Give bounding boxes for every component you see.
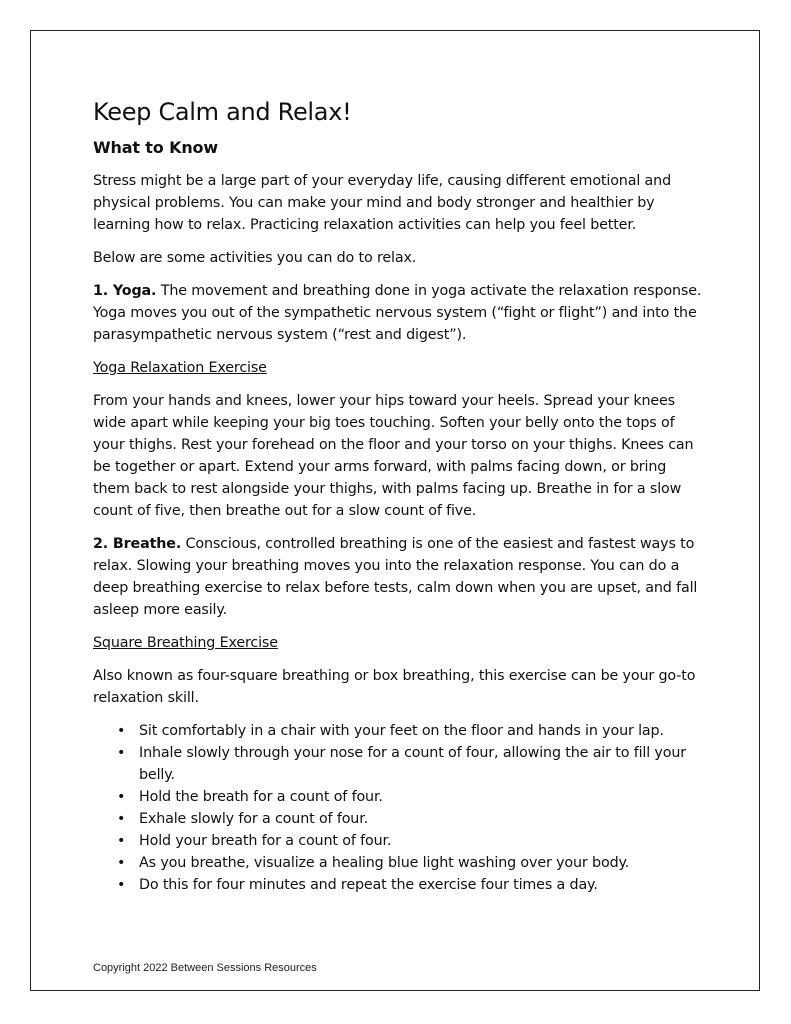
section-heading: What to Know xyxy=(93,138,219,157)
breathe-text: Conscious, controlled breathing is one of the easiest and fastest ways to relax. Slowing your breathing moves you into the relaxation response. You can do a deep breathing exercise to relax before tests, calm down when you are upset, and fall asleep more easily. xyxy=(93,536,698,618)
intro-paragraph: Stress might be a large part of your everyday life, causing different emotional and physical problems. You can make your mind and body stronger and healthier by learning how to relax. Practicing relaxation activities can help you feel better. xyxy=(93,173,671,233)
yoga-paragraph xyxy=(93,280,705,346)
yoga-text: The movement and breathing done in yoga activate the relaxation response. Yoga moves you out of the sympathetic nervous system (“fight or flight”) and into the parasympathetic nervous system (“rest and digest”). xyxy=(93,283,702,343)
yoga-exercise-text: From your hands and knees, lower your hips toward your heels. Spread your knees wide apart while keeping your big toes touching. Soften your belly onto the tops of your thighs. Rest your forehead on the floor and your torso on your thighs. Knees can be together or apart. Extend your arms forward, with palms facing down, or bring them back to rest alongside your thighs, with palms facing up. Breathe in for a slow count of five, then breathe out for a slow count of five. xyxy=(93,393,694,519)
document-body xyxy=(93,95,705,896)
copyright-footer: Copyright 2022 Between Sessions Resources xyxy=(93,962,317,974)
yoga-lead: 1. Yoga. xyxy=(93,283,157,299)
breathe-paragraph xyxy=(93,533,705,621)
breathe-lead: 2. Breathe. xyxy=(93,536,182,552)
document-title: Keep Calm and Relax! xyxy=(93,98,352,126)
breathing-steps-list xyxy=(93,720,705,896)
list-item: • Sit comfortably in a chair with your feet on the floor and hands in your lap. xyxy=(139,720,705,742)
breathing-exercise-intro: Also known as four-square breathing or box breathing, this exercise can be your go-to relaxation skill. xyxy=(93,668,696,706)
yoga-exercise-title: Yoga Relaxation Exercise xyxy=(93,360,267,376)
list-item: • Inhale slowly through your nose for a count of four, allowing the air to fill your belly. xyxy=(139,742,705,786)
activities-intro: Below are some activities you can do to relax. xyxy=(93,250,417,266)
list-item: • Do this for four minutes and repeat the exercise four times a day. xyxy=(139,874,705,896)
list-item: • As you breathe, visualize a healing blue light washing over your body. xyxy=(139,852,705,874)
breathing-exercise-title: Square Breathing Exercise xyxy=(93,635,278,651)
list-item: • Hold your breath for a count of four. xyxy=(139,830,705,852)
list-item: • Exhale slowly for a count of four. xyxy=(139,808,705,830)
list-item: • Hold the breath for a count of four. xyxy=(139,786,705,808)
